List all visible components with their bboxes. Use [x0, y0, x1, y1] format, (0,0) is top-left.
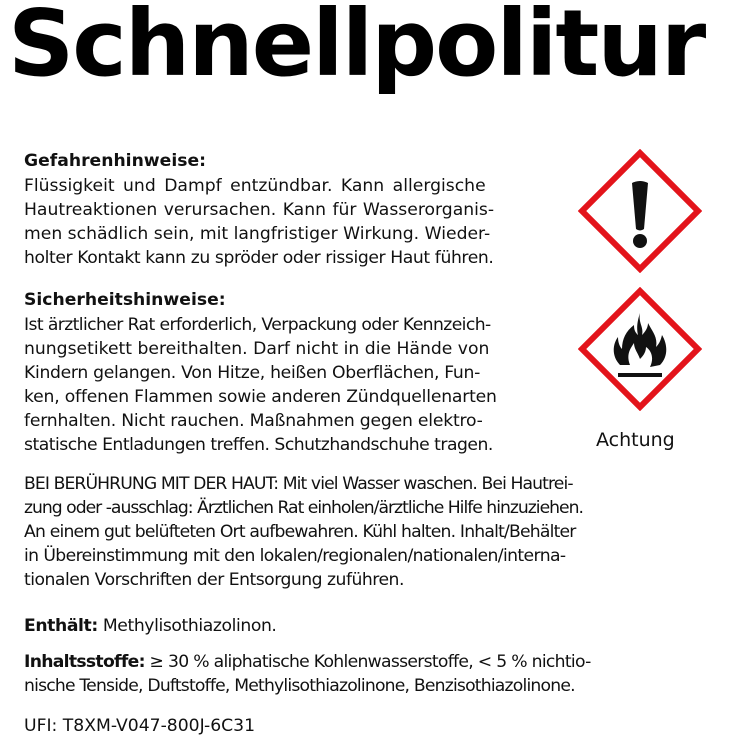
signal-word: Achtung — [596, 429, 675, 451]
precaution-line: zung oder -ausschlag: Ärztlichen Rat einholen/ärztliche Hilfe hinzuziehen. — [24, 498, 583, 518]
precaution-line: BEI BERÜHRUNG MIT DER HAUT: Mit viel Wasser waschen. Bei Hautrei- — [24, 474, 573, 494]
hazard-heading: Gefahrenhinweise: — [24, 151, 206, 171]
precaution-line: in Übereinstimmung mit den lokalen/regionalen/nationalen/interna- — [24, 546, 566, 566]
precaution-line: ken, offenen Flammen sowie anderen Zündquellenarten — [24, 387, 497, 407]
hazard-line: Hautreaktionen verursachen. Kann für Wasserorganis- — [24, 200, 495, 220]
precaution-line: Ist ärztlicher Rat erforderlich, Verpackung oder Kennzeich- — [24, 315, 491, 335]
exclamation-mark-icon — [578, 149, 702, 273]
contains-value: Methylisothiazolinon. — [97, 616, 277, 636]
precaution-line: Kindern gelangen. Von Hitze, heißen Oberflächen, Fun- — [24, 363, 480, 383]
precaution-line: nungsetikett bereithalten. Darf nicht in die Hände von — [24, 339, 490, 359]
ingredients-line: nische Tenside, Duftstoffe, Methylisothiazolinone, Benzisothiazolinone. — [24, 676, 575, 696]
ufi-code: UFI: T8XM-V047-800J-6C31 — [24, 716, 256, 736]
product-title: Schnellpolitur — [8, 0, 705, 97]
ingredients-label: Inhaltsstoffe: — [24, 652, 145, 672]
ingredients-value: ≥ 30 % aliphatische Kohlenwasserstoffe, < 5 % nichtio- — [144, 652, 591, 672]
hazard-line: holter Kontakt kann zu spröder oder rissiger Haut führen. — [24, 248, 494, 268]
hazard-line: Flüssigkeit und Dampf entzündbar. Kann allergische — [24, 176, 486, 196]
contains-line — [24, 614, 277, 638]
precaution-line: tionalen Vorschriften der Entsorgung zuführen. — [24, 570, 404, 590]
precaution-line: fernhalten. Nicht rauchen. Maßnahmen gegen elektro- — [24, 411, 483, 431]
ingredients-line — [24, 650, 591, 674]
precaution-line: An einem gut belüfteten Ort aufbewahren. Kühl halten. Inhalt/Behälter — [24, 522, 576, 542]
precaution-line: statische Entladungen treffen. Schutzhandschuhe tragen. — [24, 435, 493, 455]
flame-icon — [578, 287, 702, 411]
hazard-line: men schädlich sein, mit langfristiger Wirkung. Wieder- — [24, 224, 491, 244]
contains-label: Enthält: — [24, 616, 98, 636]
precaution-heading: Sicherheitshinweise: — [24, 290, 226, 310]
